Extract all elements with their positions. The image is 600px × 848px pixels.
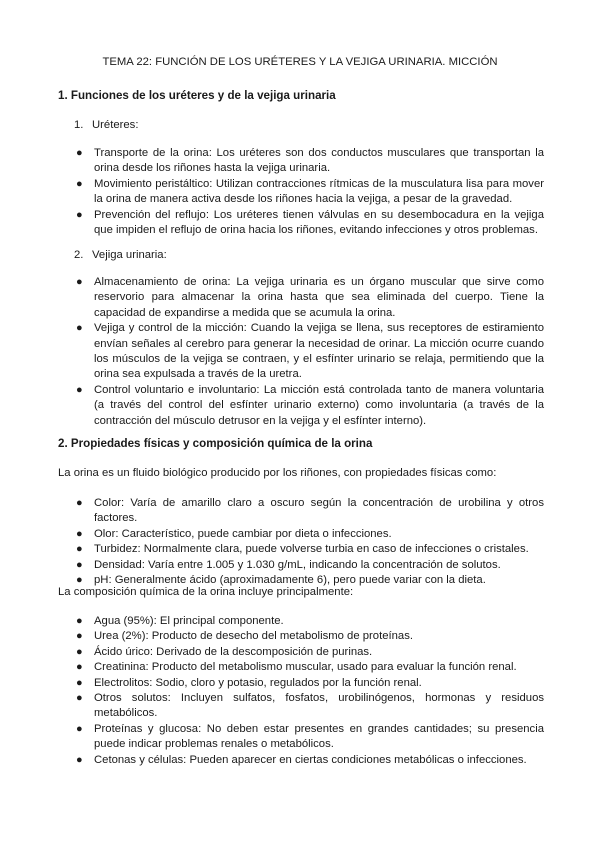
bullet-icon: ● bbox=[76, 527, 83, 540]
list-item: ● Cetonas y células: Pueden aparecer en ciertas condiciones metabólicas o infecciones. bbox=[0, 753, 544, 768]
bullet-icon: ● bbox=[76, 147, 83, 159]
physical-properties-list bbox=[0, 496, 544, 588]
list-item: ● Turbidez: Normalmente clara, puede volverse turbia en caso de infecciones o cristales. bbox=[0, 542, 544, 557]
section-2-heading: 2. Propiedades físicas y composición química de la orina bbox=[58, 437, 373, 450]
list-item: ● Urea (2%): Producto de desecho del metabolismo de proteínas. bbox=[0, 629, 544, 644]
list-item: ● Electrolitos: Sodio, cloro y potasio, regulados por la función renal. bbox=[0, 676, 544, 691]
section-1-heading: 1. Funciones de los uréteres y de la vejiga urinaria bbox=[58, 89, 336, 102]
subsection-number: 2. bbox=[74, 249, 84, 261]
list-item: ● Transporte de la orina: Los uréteres son dos conductos musculares que transportan la orina desde los riñones hasta la vejiga urinaria. bbox=[76, 147, 544, 175]
list-item: ● Vejiga y control de la micción: Cuando la vejiga se llena, sus receptores de estiramiento envían señales al cerebro para generar la necesidad de orinar. La micción ocurre cuando los músculos de la vejiga se contraen, y el esfínter urinario se relaja, permitiendo que la orina sea expulsada a través de la uretra. bbox=[76, 322, 544, 381]
bullet-icon: ● bbox=[76, 676, 83, 689]
subsection-ureteres bbox=[74, 118, 138, 133]
bullet-icon: ● bbox=[76, 208, 83, 221]
bullet-icon: ● bbox=[76, 661, 83, 674]
subsection-vejiga bbox=[74, 248, 167, 263]
subsection-label: Uréteres: bbox=[92, 119, 139, 131]
chemical-composition-list bbox=[0, 614, 544, 768]
list-item: ● Proteínas y glucosa: No deben estar presentes en grandes cantidades; su presencia puede indicar problemas renales o metabólicos. bbox=[76, 722, 544, 751]
list-item: ● Densidad: Varía entre 1.005 y 1.030 g/mL, indicando la concentración de solutos. bbox=[0, 558, 544, 573]
ureteres-list bbox=[0, 146, 544, 238]
list-item: ● Almacenamiento de orina: La vejiga urinaria es un órgano muscular que sirve como reservorio para almacenar la orina hasta que sea eliminada del cuerpo. Tiene la capacidad de expandirse a medida que se acumula la orina. bbox=[76, 276, 544, 319]
section-2-intro: La orina es un fluido biológico producido por los riñones, con propiedades físicas como: bbox=[58, 467, 497, 479]
list-item: ● Movimiento peristáltico: Utilizan contracciones rítmicas de la musculatura lisa para mover la orina de manera activa desde los riñones hacia la vejiga, a pesar de la gravedad. bbox=[76, 177, 544, 206]
bullet-icon: ● bbox=[76, 497, 83, 509]
list-item: ● Otros solutos: Incluyen sulfatos, fosfatos, urobilinógenos, hormonas y residuos metabólicos. bbox=[76, 692, 544, 720]
bullet-icon: ● bbox=[76, 383, 83, 396]
bullet-icon: ● bbox=[76, 645, 83, 658]
bullet-icon: ● bbox=[76, 722, 83, 735]
list-item: ● Control voluntario e involuntario: La micción está controlada tanto de manera voluntaria (a través del control del esfínter urinario externo) como involuntaria (a través de la contracción del músculo detrusor en la vejiga y el esfínter interno). bbox=[76, 383, 544, 427]
bullet-icon: ● bbox=[76, 558, 83, 571]
subsection-number: 1. bbox=[74, 119, 84, 131]
bullet-icon: ● bbox=[76, 543, 83, 556]
subsection-label: Vejiga urinaria: bbox=[92, 249, 167, 261]
list-item: ● Ácido úrico: Derivado de la descomposición de purinas. bbox=[0, 645, 544, 660]
bullet-icon: ● bbox=[76, 574, 83, 587]
bullet-icon: ● bbox=[76, 276, 83, 288]
list-item: ● Color: Varía de amarillo claro a oscuro según la concentración de urobilina y otros factores. bbox=[76, 497, 544, 525]
list-item: ● Prevención del reflujo: Los uréteres tienen válvulas en su desembocadura en la vejiga que impiden el reflujo de orina hacia los riñones, evitando infecciones y otros problemas. bbox=[76, 208, 544, 237]
list-item: ● Olor: Característico, puede cambiar por dieta o infecciones. bbox=[0, 527, 544, 542]
vejiga-list bbox=[0, 275, 544, 429]
bullet-icon: ● bbox=[76, 177, 83, 190]
bullet-icon: ● bbox=[76, 630, 83, 643]
bullet-icon: ● bbox=[76, 692, 83, 705]
composition-intro: La composición química de la orina incluye principalmente: bbox=[58, 586, 354, 598]
list-item: ● pH: Generalmente ácido (aproximadamente 6), pero puede variar con la dieta. bbox=[0, 573, 544, 588]
list-item: ● Creatinina: Producto del metabolismo muscular, usado para evaluar la función renal. bbox=[0, 660, 544, 675]
document-title: TEMA 22: FUNCIÓN DE LOS URÉTERES Y LA VEJIGA URINARIA. MICCIÓN bbox=[102, 56, 498, 68]
list-item: ● Agua (95%): El principal componente. bbox=[0, 614, 544, 629]
bullet-icon: ● bbox=[76, 322, 83, 335]
bullet-icon: ● bbox=[76, 753, 83, 766]
bullet-icon: ● bbox=[76, 615, 83, 627]
